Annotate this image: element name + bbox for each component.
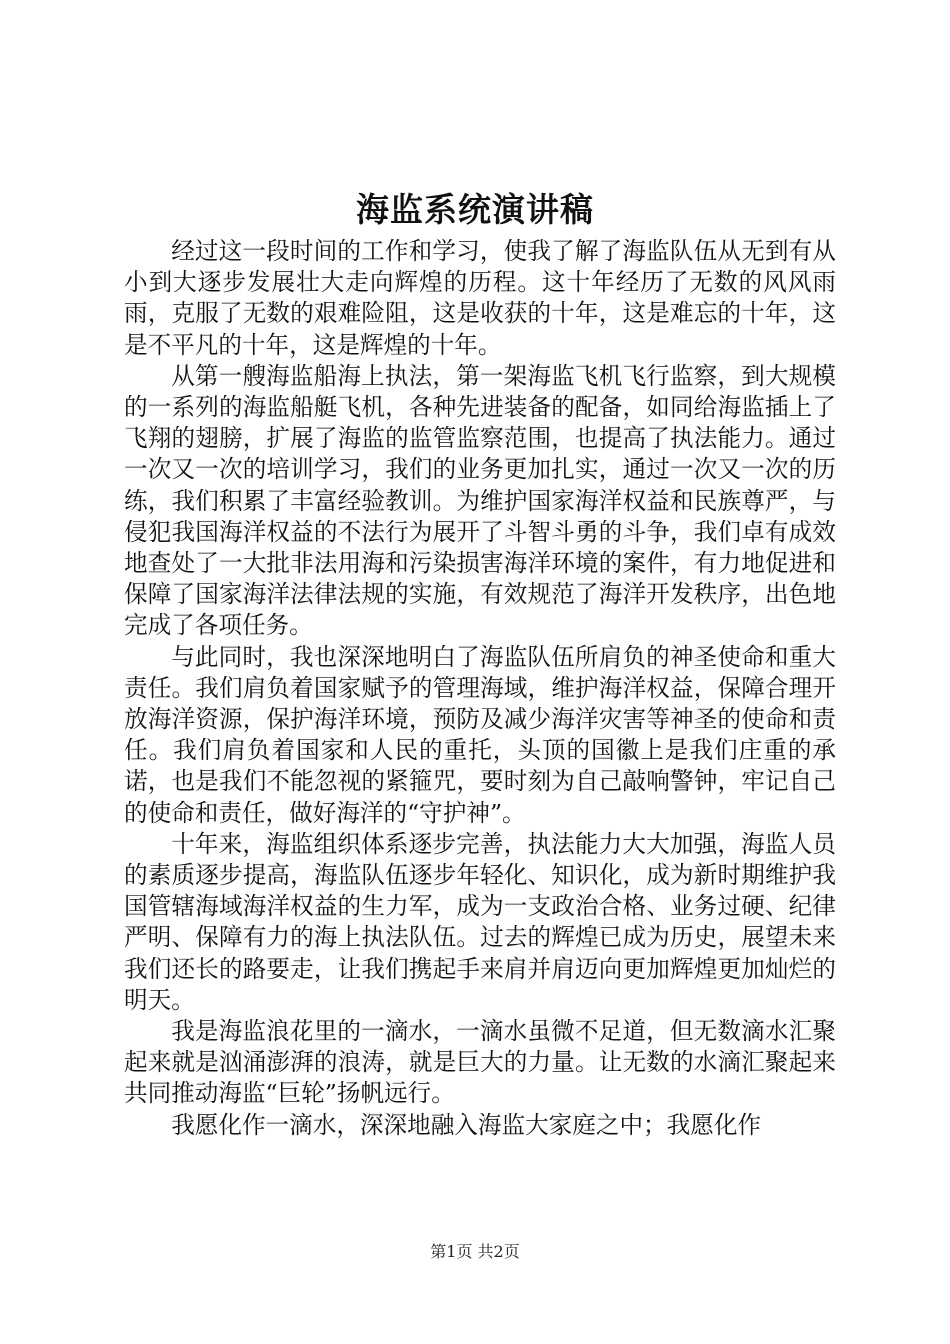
paragraph: 十年来，海监组织体系逐步完善，执法能力大大加强，海监人员的素质逐步提高，海监队伍逐步年轻化、知识化，成为新时期维护我国管辖海域海洋权益的生力军，成为一支政治合格、业务过硬、纪律严明、保障有力的海上执法队伍。过去的辉煌已成为历史，展望未来我们还长的路要走，让我们携起手来肩并肩迈向更加辉煌更加灿烂的明天。 [124, 829, 836, 1014]
paragraph: 与此同时，我也深深地明白了海监队伍所肩负的神圣使命和重大责任。我们肩负着国家赋予的管理海域，维护海洋权益，保障合理开放海洋资源，保护海洋环境，预防及减少海洋灾害等神圣的使命和责任。我们肩负着国家和人民的重托，头顶的国徽上是我们庄重的承诺，也是我们不能忽视的紧箍咒，要时刻为自己敲响警钟，牢记自己的使命和责任，做好海洋的“守护神”。 [124, 642, 836, 827]
paragraph: 我是海监浪花里的一滴水，一滴水虽微不足道，但无数滴水汇聚起来就是汹涌澎湃的浪涛，就是巨大的力量。让无数的水滴汇聚起来共同推动海监“巨轮”扬帆远行。 [124, 1017, 836, 1108]
document-body [124, 236, 836, 1141]
paragraph: 经过这一段时间的工作和学习，使我了解了海监队伍从无到有从小到大逐步发展壮大走向辉煌的历程。这十年经历了无数的风风雨雨，克服了无数的艰难险阻，这是收获的十年，这是难忘的十年，这是不平凡的十年，这是辉煌的十年。 [124, 237, 836, 359]
paragraph: 从第一艘海监船海上执法，第一架海监飞机飞行监察，到大规模的一系列的海监船艇飞机，各种先进装备的配备，如同给海监插上了飞翔的翅膀，扩展了海监的监管监察范围，也提高了执法能力。通过一次又一次的培训学习，我们的业务更加扎实，通过一次又一次的历练，我们积累了丰富经验教训。为维护国家海洋权益和民族尊严，与侵犯我国海洋权益的不法行为展开了斗智斗勇的斗争，我们卓有成效地查处了一大批非法用海和污染损害海洋环境的案件，有力地促进和保障了国家海洋法律法规的实施，有效规范了海洋开发秩序，出色地完成了各项任务。 [124, 361, 836, 640]
document-title: 海监系统演讲稿 [356, 190, 594, 229]
paragraph: 我愿化作一滴水，深深地融入海监大家庭之中；我愿化作 [171, 1110, 762, 1139]
page-footer: 第1页 共2页 [430, 1242, 520, 1261]
